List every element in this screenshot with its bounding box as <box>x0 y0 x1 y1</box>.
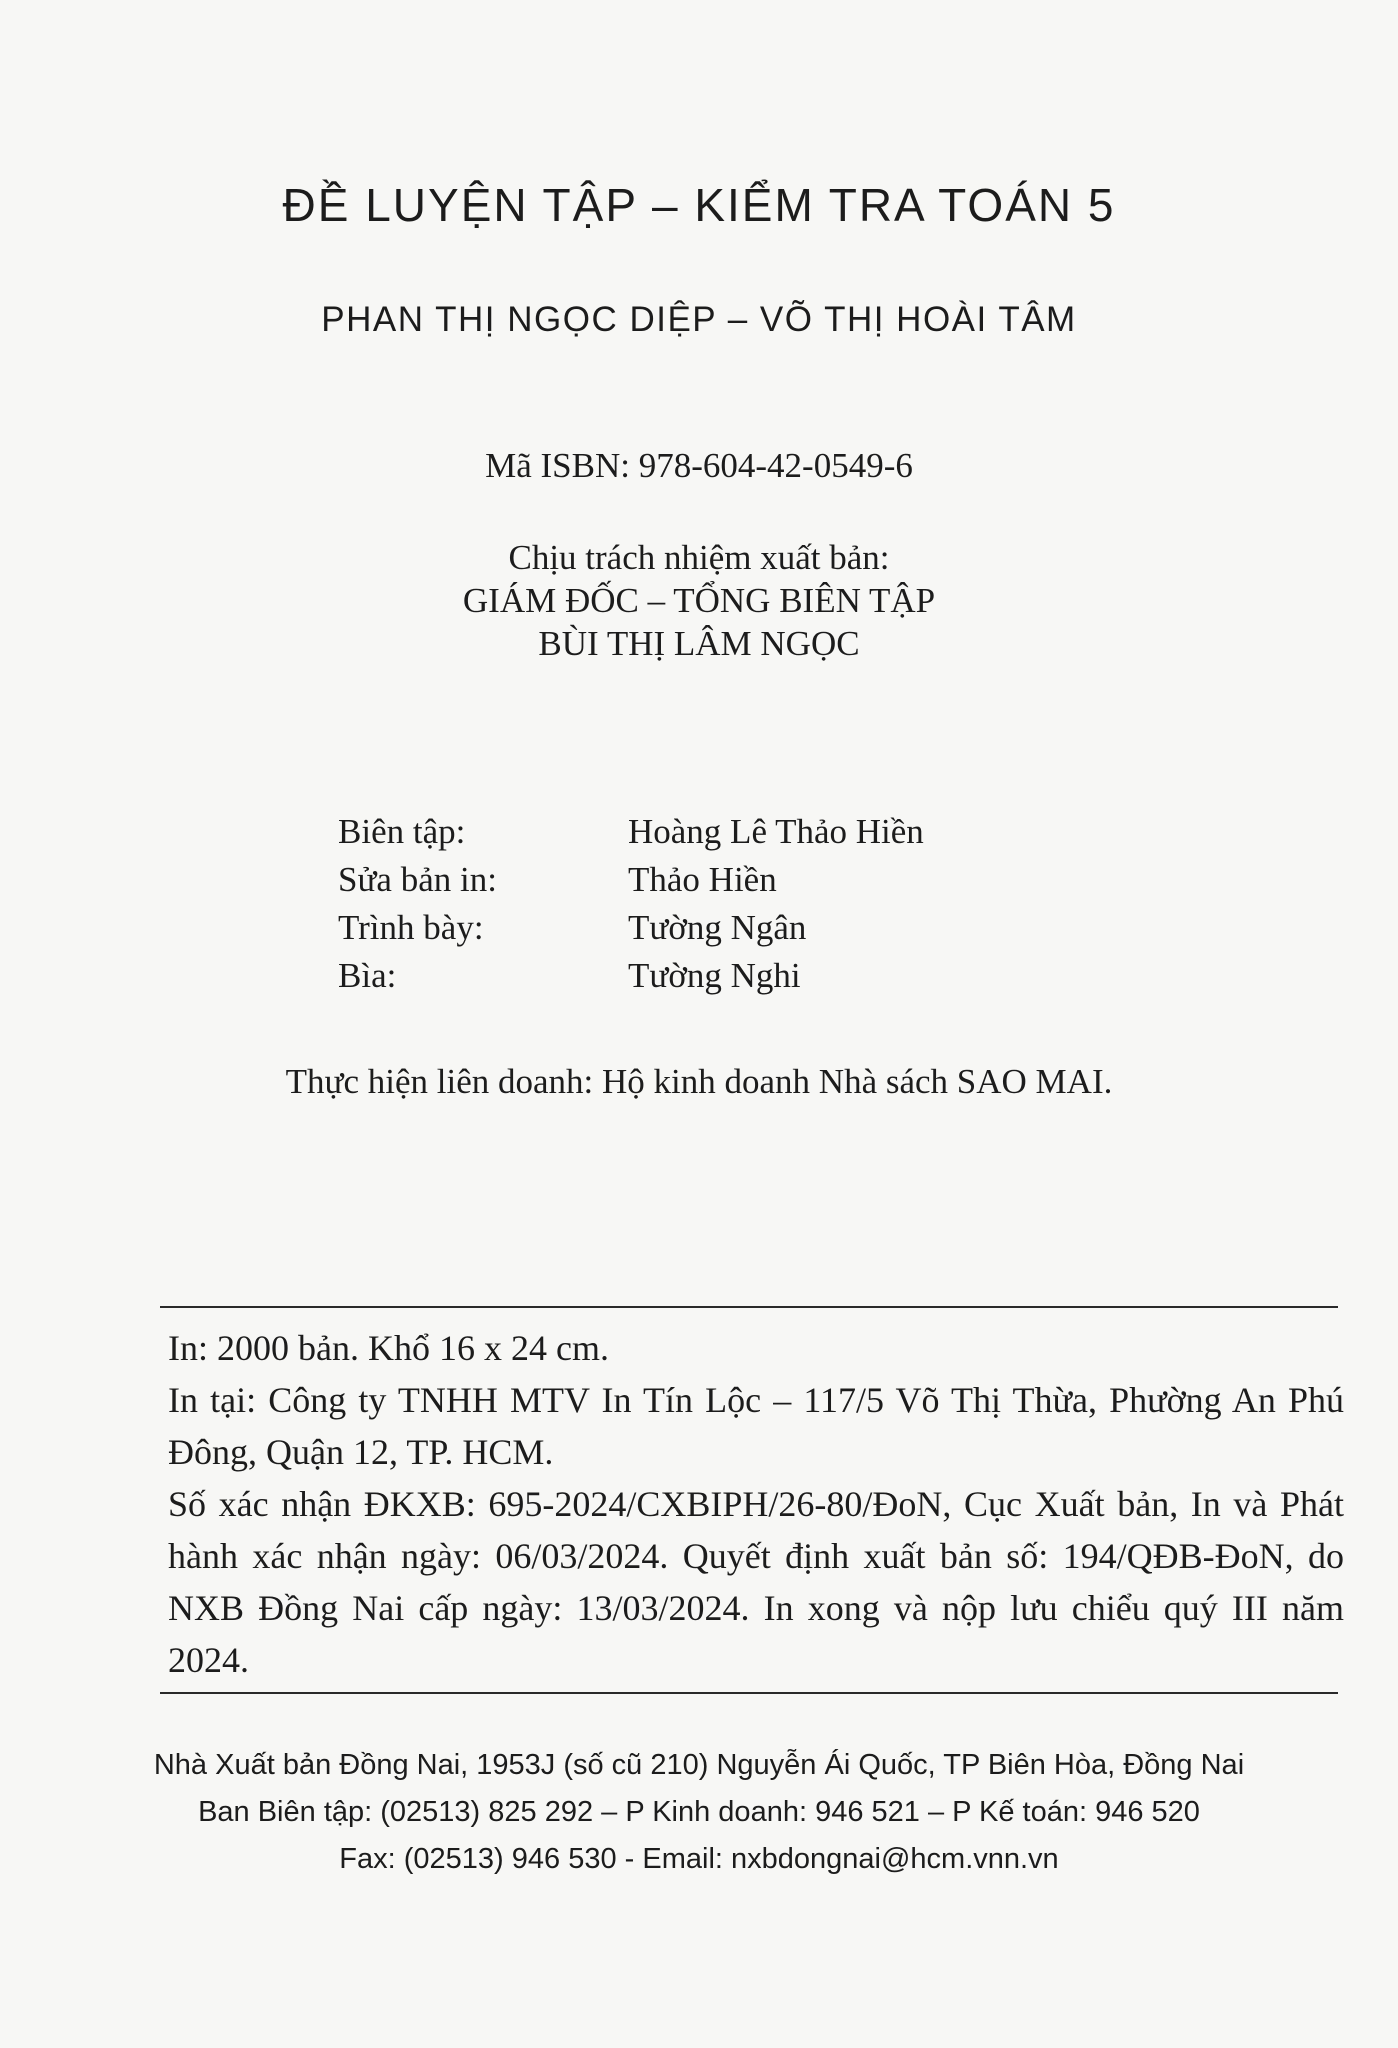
isbn: Mã ISBN: 978-604-42-0549-6 <box>485 446 913 485</box>
credit-role: Sửa bản in: <box>338 860 497 899</box>
responsibility-label: Chịu trách nhiệm xuất bản: <box>508 538 890 577</box>
credit-person: Thảo Hiền <box>628 860 777 899</box>
top-divider <box>160 1306 1338 1308</box>
registration-info: Số xác nhận ĐKXB: 695-2024/CXBIPH/26-80/ĐoN, Cục Xuất bản, In và Phát hành xác nhận ngày: 06/03/2024. Quyết định xuất bản số: 194/QĐB-ĐoN, do NXB Đồng Nai cấp ngày: 13/03/2024. In xong và nộp lưu chiểu quý III năm 2024. <box>168 1484 1344 1680</box>
publisher-address: Nhà Xuất bản Đồng Nai, 1953J (số cũ 210) Nguyễn Ái Quốc, TP Biên Hòa, Đồng Nai <box>153 1749 1245 1781</box>
authors: PHAN THỊ NGỌC DIỆP – VÕ THỊ HOÀI TÂM <box>321 300 1077 339</box>
credit-row <box>338 808 924 856</box>
print-info <box>168 1322 1344 1686</box>
print-run: In: 2000 bản. Khổ 16 x 24 cm. <box>168 1328 609 1368</box>
credit-person: Tường Ngân <box>628 908 807 947</box>
bottom-divider <box>160 1692 1338 1694</box>
credit-role: Trình bày: <box>338 908 484 947</box>
credit-row <box>338 856 924 904</box>
credits-list <box>338 808 924 1000</box>
publishing-responsibility <box>0 536 1398 665</box>
credit-person: Hoàng Lê Thảo Hiền <box>628 812 924 851</box>
printer-info: In tại: Công ty TNHH MTV In Tín Lộc – 117/5 Võ Thị Thừa, Phường An Phú Đông, Quận 12, TP. HCM. <box>168 1380 1344 1472</box>
responsibility-name: BÙI THỊ LÂM NGỌC <box>538 624 860 663</box>
credit-role: Bìa: <box>338 956 397 995</box>
joint-venture: Thực hiện liên doanh: Hộ kinh doanh Nhà sách SAO MAI. <box>285 1062 1113 1101</box>
publisher-phones: Ban Biên tập: (02513) 825 292 – P Kinh doanh: 946 521 – P Kế toán: 946 520 <box>198 1796 1200 1828</box>
publisher-contact: Fax: (02513) 946 530 - Email: nxbdongnai@hcm.vnn.vn <box>339 1843 1059 1875</box>
book-title: ĐỀ LUYỆN TẬP – KIỂM TRA TOÁN 5 <box>282 179 1116 231</box>
responsibility-position: GIÁM ĐỐC – TỔNG BIÊN TẬP <box>462 581 936 620</box>
credit-row <box>338 952 924 1000</box>
publisher-info <box>0 1742 1398 1883</box>
credit-row <box>338 904 924 952</box>
credit-person: Tường Nghi <box>628 956 801 995</box>
credit-role: Biên tập: <box>338 812 466 851</box>
